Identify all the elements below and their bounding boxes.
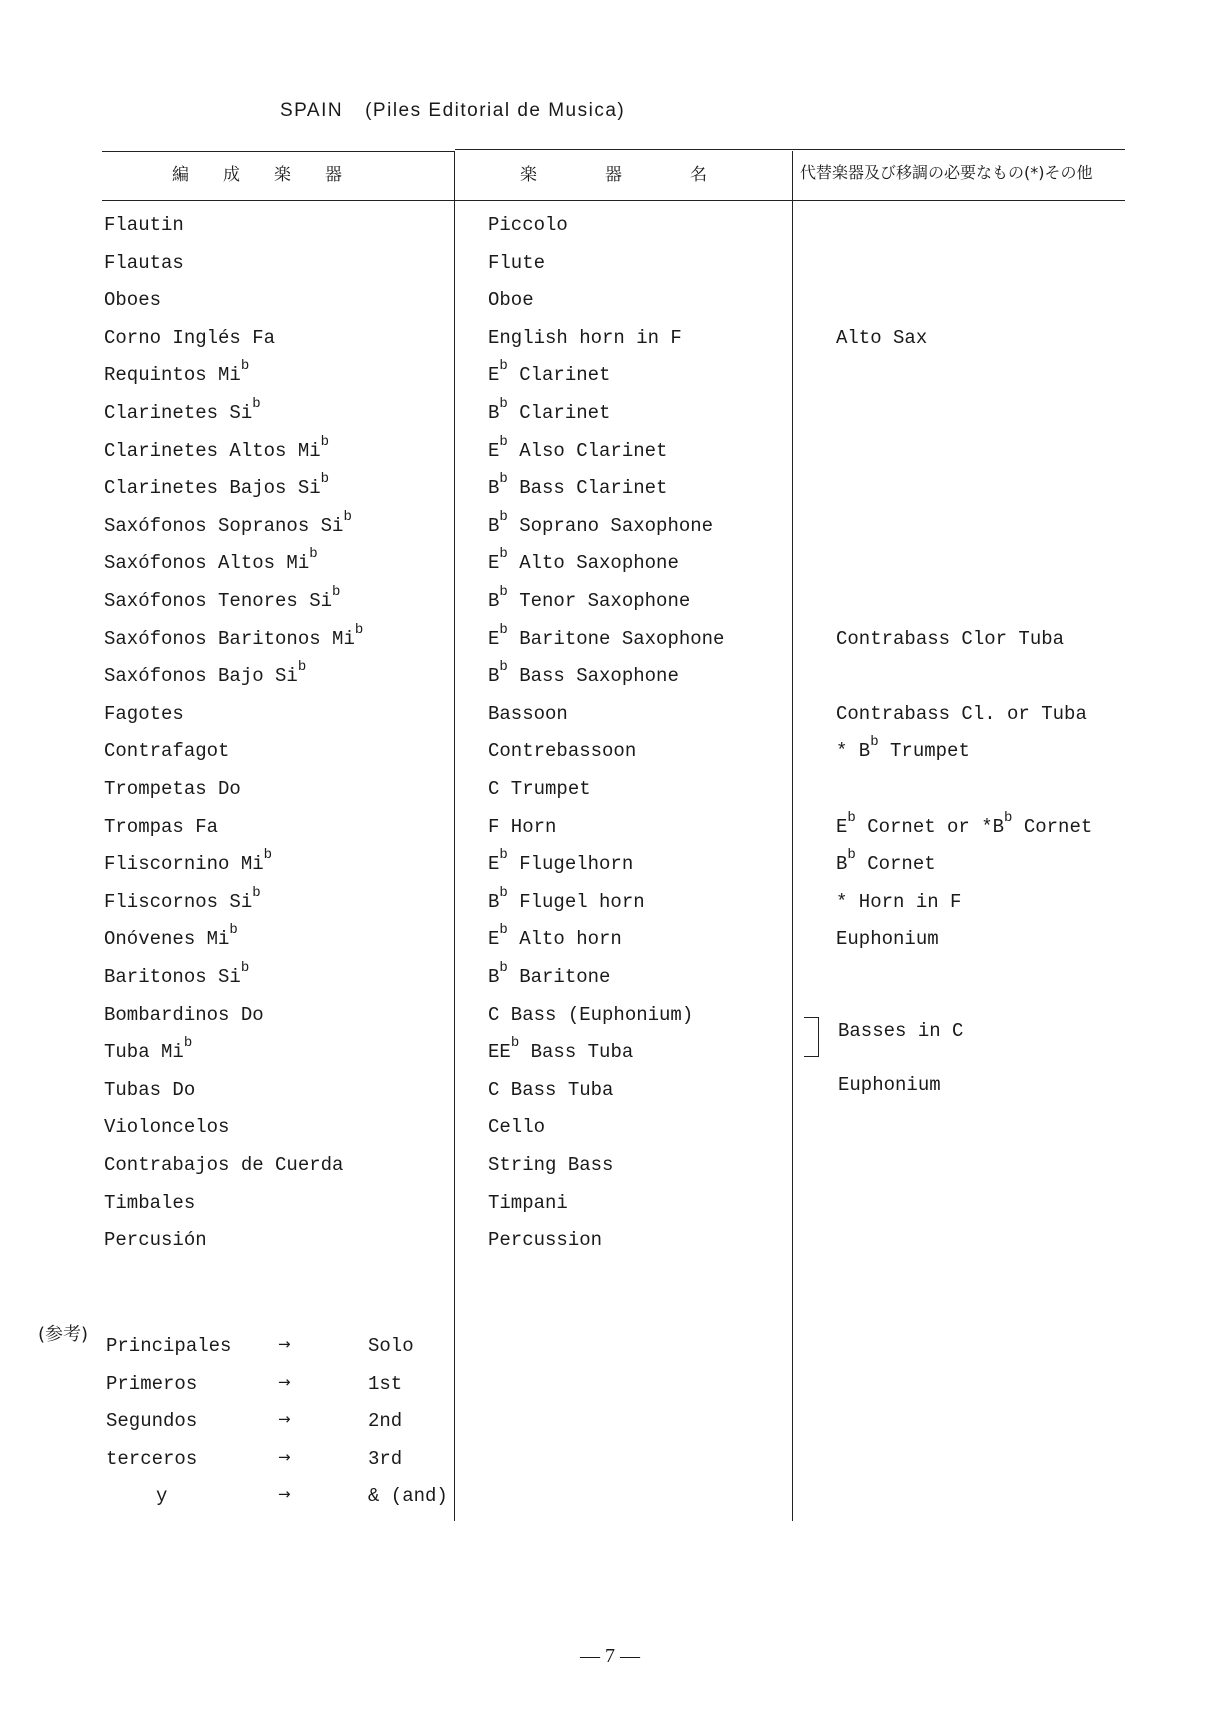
- country-title: SPAIN: [280, 100, 344, 121]
- instrument-name-text: Piccolo: [488, 214, 568, 236]
- instrumentation-text: Saxófonos Bajo Si: [104, 665, 298, 688]
- instrument-name-text: Baritone: [519, 966, 611, 988]
- table-top-rule-left: [102, 151, 455, 152]
- instrumentation-text: Requintos Mi: [104, 364, 241, 387]
- key-letter: E: [488, 928, 500, 951]
- instrument-name-text: String Bass: [488, 1154, 614, 1176]
- alternative-text-cont: Cornet or *B: [855, 815, 1005, 838]
- flat-sign: b: [240, 960, 250, 976]
- instrument-name-cell: [488, 960, 611, 988]
- key-letter: E: [488, 364, 500, 387]
- instrument-name-cell: [488, 922, 622, 951]
- flat-sign: b: [499, 847, 508, 864]
- instrumentation-cell: [104, 703, 184, 725]
- alternative-text-cont: Cornet: [1012, 815, 1093, 838]
- instrument-name-cell: [488, 1116, 545, 1138]
- alternative-text: Euphonium: [836, 928, 939, 951]
- instrument-name-cell: [488, 778, 591, 800]
- instrument-name-text: Bassoon: [488, 702, 568, 725]
- alternative-text: E: [836, 815, 848, 838]
- instrumentation-text: Fliscornos Si: [104, 890, 253, 913]
- alternative-text: B: [836, 853, 848, 876]
- alternative-cell: [836, 327, 927, 349]
- instrument-name-text: Alto Saxophone: [519, 552, 679, 575]
- flat-sign: b: [354, 621, 364, 638]
- instrumentation-cell: [104, 922, 238, 951]
- publisher-title: (Piles Editorial de Musica): [365, 100, 626, 121]
- page-number: — 7 —: [580, 1645, 640, 1667]
- reference-english: Solo: [368, 1335, 414, 1357]
- instrument-name-cell: [488, 1079, 613, 1101]
- flat-sign: b: [263, 847, 273, 864]
- instrument-name-cell: [488, 584, 691, 612]
- flat-sign: b: [499, 396, 508, 412]
- instrument-name-text: F Horn: [488, 815, 557, 838]
- instrument-name-cell: [488, 884, 645, 913]
- header-instrument-name: 楽 器 名: [520, 165, 707, 185]
- instrument-name-text: Bass Clarinet: [519, 477, 668, 500]
- instrumentation-text: Oboes: [104, 289, 162, 312]
- instrumentation-text: Saxófonos Tenores Si: [104, 590, 333, 612]
- instrumentation-text: Trompetas Do: [104, 778, 241, 800]
- instrumentation-text: Saxófonos Baritonos Mi: [104, 627, 355, 650]
- instrument-name-text: C Bass (Euphonium): [488, 1003, 694, 1026]
- flat-sign: b: [499, 584, 508, 600]
- instrument-name-cell: [488, 508, 714, 537]
- alternative-text: * Horn in F: [836, 890, 962, 913]
- instrumentation-text: Flautas: [104, 251, 184, 274]
- instrument-name-text: Tenor Saxophone: [519, 590, 691, 612]
- instrument-name-text: Baritone Saxophone: [519, 627, 725, 650]
- instrumentation-cell: [104, 816, 218, 838]
- flat-sign: b: [847, 847, 856, 864]
- instrumentation-cell: [104, 659, 307, 688]
- instrument-name-cell: [488, 816, 556, 838]
- instrumentation-cell: [104, 1229, 207, 1251]
- flat-sign: b: [252, 884, 261, 901]
- reference-spanish: y: [156, 1485, 168, 1507]
- flat-sign: b: [499, 960, 508, 976]
- reference-spanish: Principales: [106, 1335, 232, 1357]
- key-letter: B: [488, 514, 500, 537]
- key-letter: B: [488, 477, 500, 500]
- instrumentation-text: Corno Inglés Fa: [104, 326, 276, 349]
- reference-spanish: terceros: [106, 1447, 198, 1470]
- instrumentation-text: Clarinetes Bajos Si: [104, 477, 321, 500]
- instrumentation-text: Saxófonos Sopranos Si: [104, 514, 344, 537]
- flat-sign: b: [499, 358, 508, 375]
- flat-sign: b: [499, 508, 508, 525]
- reference-english: 3rd: [368, 1447, 403, 1470]
- instrument-name-cell: [488, 1192, 568, 1214]
- alternative-cell: [836, 809, 1093, 838]
- key-letter: B: [488, 966, 500, 988]
- instrumentation-cell: [104, 471, 330, 500]
- alternative-text-cont: Cornet: [855, 853, 936, 876]
- flat-sign: b: [510, 1035, 520, 1052]
- alternative-cell: [836, 928, 939, 950]
- instrumentation-cell: [104, 621, 364, 650]
- instrument-name-text: Contrebassoon: [488, 740, 637, 763]
- instrument-name-text: English horn in F: [488, 326, 682, 349]
- instrumentation-text: Percusión: [104, 1229, 207, 1252]
- flat-sign: b: [847, 809, 856, 826]
- instrument-name-cell: [488, 471, 668, 500]
- instrument-name-cell: [488, 327, 682, 349]
- instrument-name-cell: [488, 1004, 693, 1026]
- key-letter: E: [488, 853, 500, 876]
- flat-sign: b: [320, 471, 330, 488]
- flat-sign: b: [499, 659, 508, 676]
- flat-sign: b: [229, 922, 238, 939]
- instrument-name-text: Soprano Saxophone: [519, 514, 714, 537]
- instrumentation-text: Timbales: [104, 1191, 196, 1214]
- instrument-name-text: Also Clarinet: [519, 439, 668, 462]
- instrument-name-text: Flute: [488, 251, 546, 274]
- instrument-name-cell: [488, 289, 534, 311]
- flat-sign: b: [183, 1035, 193, 1052]
- instrumentation-cell: [104, 740, 229, 762]
- key-letter: EE: [488, 1041, 511, 1064]
- instrumentation-text: Clarinetes Si: [104, 402, 253, 424]
- alternative-cell: [836, 734, 970, 763]
- instrument-name-cell: [488, 847, 634, 876]
- key-letter: B: [488, 590, 500, 612]
- instrumentation-cell: [104, 847, 273, 876]
- instrumentation-text: Saxófonos Altos Mi: [104, 552, 310, 575]
- instrument-name-cell: [488, 659, 679, 688]
- instrument-name-text: Bass Saxophone: [519, 665, 679, 688]
- arrow-icon: →: [278, 1447, 291, 1466]
- alternative-cell: [836, 628, 1064, 650]
- instrumentation-text: Baritonos Si: [104, 966, 241, 988]
- reference-spanish: Segundos: [106, 1410, 198, 1432]
- instrument-name-cell: [488, 433, 668, 462]
- key-letter: E: [488, 552, 500, 575]
- alternative-cell: [836, 891, 961, 913]
- column-divider-2: [792, 151, 793, 1521]
- instrumentation-text: Clarinetes Altos Mi: [104, 439, 321, 462]
- alternative-cell: [836, 847, 936, 876]
- column-divider-1: [454, 151, 455, 1521]
- arrow-icon: →: [278, 1485, 291, 1503]
- arrow-icon: →: [278, 1372, 291, 1391]
- flat-sign: b: [499, 433, 508, 450]
- instrumentation-text: Onóvenes Mi: [104, 928, 230, 951]
- instrumentation-text: Violoncelos: [104, 1116, 230, 1139]
- instrumentation-cell: [104, 252, 184, 274]
- instrument-name-text: Flugel horn: [519, 890, 645, 913]
- instrument-name-text: Oboe: [488, 289, 534, 312]
- key-letter: B: [488, 665, 500, 688]
- instrumentation-text: Contrabajos de Cuerda: [104, 1154, 344, 1176]
- instrument-name-cell: [488, 621, 725, 650]
- flat-sign: b: [499, 884, 508, 901]
- instrument-name-text: Cello: [488, 1116, 546, 1139]
- flat-sign: b: [309, 546, 318, 563]
- reference-english: & (and): [368, 1485, 448, 1507]
- instrumentation-text: Bombardinos Do: [104, 1003, 264, 1026]
- instrument-name-text: Timpani: [488, 1191, 568, 1214]
- instrumentation-text: Tuba Mi: [104, 1041, 184, 1064]
- alternative-text: * B: [836, 740, 871, 763]
- instrument-name-text: Clarinet: [519, 364, 611, 387]
- instrumentation-cell: [104, 1192, 195, 1214]
- instrumentation-text: Fagotes: [104, 702, 184, 725]
- instrument-name-cell: [488, 358, 611, 387]
- arrow-icon: →: [278, 1335, 291, 1353]
- flat-sign: b: [499, 471, 508, 488]
- instrument-name-text: C Bass Tuba: [488, 1078, 614, 1101]
- instrumentation-cell: [104, 1154, 343, 1176]
- table-header-rule: [102, 200, 1125, 201]
- instrumentation-text: Flautin: [104, 214, 184, 236]
- alternative-text-cont: Trumpet: [878, 740, 970, 763]
- flat-sign: b: [870, 734, 879, 751]
- instrumentation-cell: [104, 1004, 264, 1026]
- instrument-name-text: Bass Tuba: [530, 1041, 634, 1064]
- instrument-name-text: Alto horn: [519, 928, 622, 951]
- instrumentation-cell: [104, 1035, 193, 1064]
- basses-bracket: [804, 1017, 819, 1057]
- instrumentation-cell: [104, 1116, 229, 1138]
- flat-sign: b: [499, 546, 508, 563]
- instrumentation-text: Tubas Do: [104, 1078, 196, 1101]
- instrument-name-text: Flugelhorn: [519, 853, 634, 876]
- instrumentation-cell: [104, 546, 318, 575]
- flat-sign: b: [332, 584, 341, 600]
- instrumentation-cell: [104, 358, 250, 387]
- flat-sign: b: [297, 659, 307, 676]
- instrumentation-cell: [104, 214, 184, 236]
- instrument-name-cell: [488, 396, 611, 424]
- instrument-name-text: C Trumpet: [488, 778, 591, 800]
- flat-sign: b: [499, 922, 508, 939]
- instrumentation-cell: [104, 396, 261, 424]
- instrumentation-text: Trompas Fa: [104, 815, 219, 838]
- euphonium-note: Euphonium: [838, 1074, 941, 1096]
- instrumentation-cell: [104, 778, 241, 800]
- flat-sign: b: [1004, 809, 1013, 826]
- instrumentation-text: Contrafagot: [104, 740, 230, 763]
- key-letter: B: [488, 402, 500, 424]
- instrumentation-cell: [104, 508, 352, 537]
- instrumentation-cell: [104, 289, 161, 311]
- basses-in-c-note: Basses in C: [838, 1020, 964, 1042]
- reference-english: 1st: [368, 1372, 403, 1395]
- instrument-name-cell: [488, 703, 568, 725]
- flat-sign: b: [240, 358, 250, 375]
- instrument-name-cell: [488, 740, 636, 762]
- instrumentation-cell: [104, 960, 250, 988]
- instrument-name-cell: [488, 1035, 634, 1064]
- alternative-cell: [836, 703, 1087, 725]
- instrument-name-text: Clarinet: [519, 402, 611, 424]
- flat-sign: b: [320, 433, 330, 450]
- instrument-name-cell: [488, 252, 545, 274]
- reference-label: (参考): [38, 1324, 89, 1345]
- instrumentation-cell: [104, 1079, 195, 1101]
- alternative-text: Contrabass Clor Tuba: [836, 627, 1065, 650]
- instrumentation-cell: [104, 433, 330, 462]
- flat-sign: b: [343, 508, 352, 525]
- flat-sign: b: [499, 621, 508, 638]
- instrument-name-cell: [488, 1154, 613, 1176]
- instrument-name-text: Percussion: [488, 1229, 603, 1252]
- arrow-icon: →: [278, 1410, 291, 1428]
- instrumentation-text: Fliscornino Mi: [104, 853, 264, 876]
- reference-spanish: Primeros: [106, 1372, 198, 1395]
- instrumentation-cell: [104, 327, 275, 349]
- alternative-text: Alto Sax: [836, 326, 928, 349]
- header-instrumentation: 編 成 楽 器: [172, 165, 342, 185]
- page-title: [280, 100, 625, 122]
- instrumentation-cell: [104, 884, 261, 913]
- instrument-name-cell: [488, 1229, 602, 1251]
- key-letter: B: [488, 890, 500, 913]
- header-alternatives: 代替楽器及び移調の必要なもの(*)その他: [800, 163, 1093, 182]
- instrumentation-cell: [104, 584, 341, 612]
- table-top-rule-right: [455, 149, 1125, 150]
- key-letter: E: [488, 439, 500, 462]
- instrument-name-cell: [488, 546, 679, 575]
- flat-sign: b: [252, 396, 261, 412]
- reference-english: 2nd: [368, 1410, 403, 1432]
- alternative-text: Contrabass Cl. or Tuba: [836, 702, 1087, 725]
- key-letter: E: [488, 627, 500, 650]
- instrument-name-cell: [488, 214, 568, 236]
